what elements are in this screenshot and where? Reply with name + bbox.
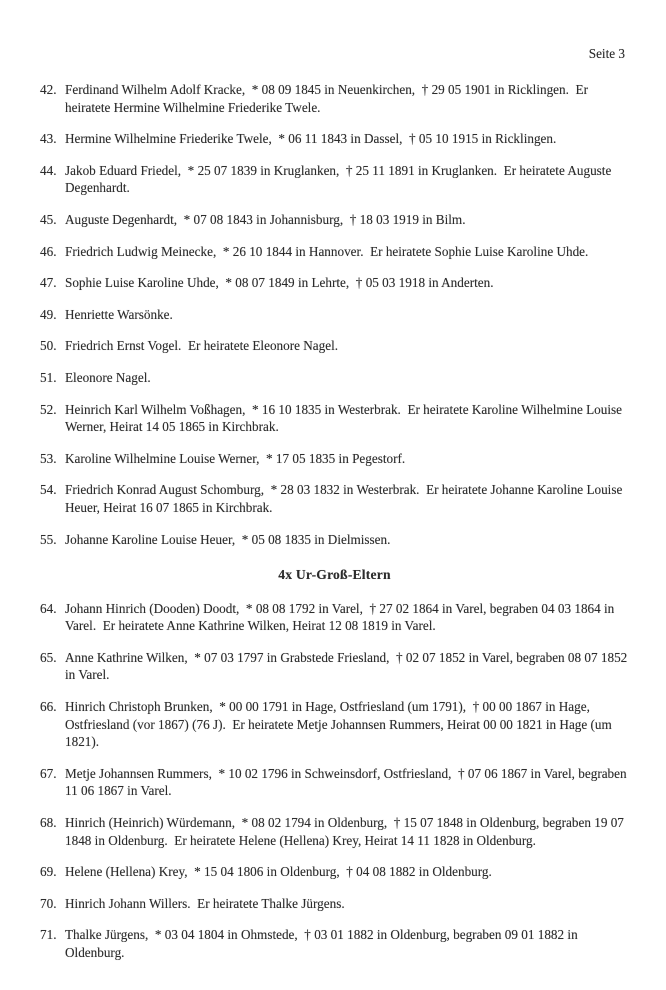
entry-number: 70. (40, 895, 57, 911)
entry-number: 47. (40, 275, 57, 291)
list-item (40, 926, 628, 961)
list-item (40, 306, 628, 324)
entry-list-top (40, 81, 628, 548)
entry-number: 49. (40, 306, 57, 322)
list-item (40, 895, 628, 913)
entry-number: 42. (40, 82, 57, 97)
list-item (40, 814, 628, 849)
entry-text: Hinrich (Heinrich) Würdemann, * 08 02 1794 in Oldenburg, † 15 07 1848 in Oldenburg, begraben 19 07 1848 in Oldenburg. Er heiratete Helene (Hellena) Krey, Heirat 14 11 1828 in Oldenburg. (65, 815, 628, 848)
entry-number: 54. (40, 482, 57, 498)
entry-number: 66. (40, 699, 57, 715)
entry-number: 46. (40, 243, 57, 259)
page-number-label: Seite 3 (588, 46, 625, 61)
entry-text: Heinrich Karl Wilhelm Voßhagen, * 16 10 1835 in Westerbrak. Er heiratete Karoline Wilhelmine Louise Werner, Heirat 14 05 1865 in Kirchbrak. (65, 401, 626, 435)
entry-text: Karoline Wilhelmine Louise Werner, * 17 05 1835 in Pegestorf. (65, 450, 406, 466)
list-item (40, 369, 628, 387)
entry-number: 45. (40, 211, 57, 227)
list-item (40, 531, 628, 549)
list-item (40, 162, 628, 197)
list-item (40, 698, 628, 751)
entry-number: 64. (40, 600, 57, 616)
entry-number: 67. (40, 765, 57, 781)
entry-text: Hinrich Christoph Brunken, * 00 00 1791 in Hage, Ostfriesland (um 1791), † 00 00 1867 in Hage, Ostfriesland (vor 1867) (76 J). Er heiratete Metje Johannsen Rummers, Heirat 00 00 1821 in Hage (um 1821). (65, 699, 616, 750)
entry-text: Sophie Luise Karoline Uhde, * 08 07 1849 in Lehrte, † 05 03 1918 in Anderten. (65, 275, 494, 291)
list-item (40, 450, 628, 468)
entry-text: Helene (Hellena) Krey, * 15 04 1806 in Oldenburg, † 04 08 1882 in Oldenburg. (65, 864, 492, 880)
entry-number: 43. (40, 131, 57, 147)
entry-text: Eleonore Nagel. (65, 369, 151, 385)
entry-text: Jakob Eduard Friedel, * 25 07 1839 in Kruglanken, † 25 11 1891 in Kruglanken. Er heiratete Auguste Degenhardt. (65, 162, 615, 196)
list-item (40, 765, 628, 800)
entry-text: Johann Hinrich (Dooden) Doodt, * 08 08 1792 in Varel, † 27 02 1864 in Varel, begraben 04 03 1864 in Varel. Er heiratete Anne Kathrine Wilken, Heirat 12 08 1819 in Varel. (65, 600, 618, 634)
section-heading: 4x Ur-Groß-Eltern (278, 567, 391, 583)
list-item (40, 649, 631, 684)
list-item (40, 211, 628, 229)
list-item (40, 600, 628, 635)
entry-list-ancestors (40, 600, 631, 962)
entry-number: 69. (40, 864, 57, 880)
entry-text: Friedrich Ernst Vogel. Er heiratete Eleonore Nagel. (65, 338, 339, 354)
entry-text: Hinrich Johann Willers. Er heiratete Thalke Jürgens. (65, 895, 345, 911)
entry-number: 51. (40, 369, 57, 385)
list-item (40, 481, 628, 516)
entry-number: 71. (40, 927, 57, 943)
entry-text: Johanne Karoline Louise Heuer, * 05 08 1835 in Dielmissen. (65, 531, 391, 547)
list-item (40, 81, 628, 116)
entry-text: Auguste Degenhardt, * 07 08 1843 in Johannisburg, † 18 03 1919 in Bilm. (65, 211, 466, 227)
list-item (40, 243, 628, 261)
entry-text: Thalke Jürgens, * 03 04 1804 in Ohmstede, † 03 01 1882 in Oldenburg, begraben 09 01 1882 in Oldenburg. (65, 927, 581, 960)
entry-text: Hermine Wilhelmine Friederike Twele, * 06 11 1843 in Dassel, † 05 10 1915 in Ricklingen. (65, 131, 557, 147)
entry-text: Friedrich Konrad August Schomburg, * 28 03 1832 in Westerbrak. Er heiratete Johanne Karoline Louise Heuer, Heirat 16 07 1865 in Kirchbrak. (65, 482, 626, 515)
list-item (40, 130, 628, 148)
entry-number: 52. (40, 401, 57, 417)
list-item (40, 274, 628, 292)
list-item (40, 401, 628, 436)
entry-text: Metje Johannsen Rummers, * 10 02 1796 in Schweinsdorf, Ostfriesland, † 07 06 1867 in Varel, begraben 11 06 1867 in Varel. (65, 765, 630, 799)
entry-text: Anne Kathrine Wilken, * 07 03 1797 in Grabstede Friesland, † 02 07 1852 in Varel, begraben 08 07 1852 in Varel. (65, 649, 631, 683)
entry-number: 68. (40, 815, 57, 831)
entry-number: 44. (40, 162, 57, 178)
entry-number: 65. (40, 649, 57, 665)
list-item (40, 337, 628, 355)
entry-number: 53. (40, 450, 57, 466)
list-item (40, 863, 628, 881)
entry-text: Friedrich Ludwig Meinecke, * 26 10 1844 in Hannover. Er heiratete Sophie Luise Karoline Uhde. (65, 243, 589, 259)
entry-number: 50. (40, 338, 57, 354)
entry-number: 55. (40, 531, 57, 547)
entry-text: Ferdinand Wilhelm Adolf Kracke, * 08 09 1845 in Neuenkirchen, † 29 05 1901 in Ricklingen. Er heiratete Hermine Wilhelmine Friederike Twele. (65, 82, 592, 115)
entry-text: Henriette Warsönke. (65, 306, 173, 322)
